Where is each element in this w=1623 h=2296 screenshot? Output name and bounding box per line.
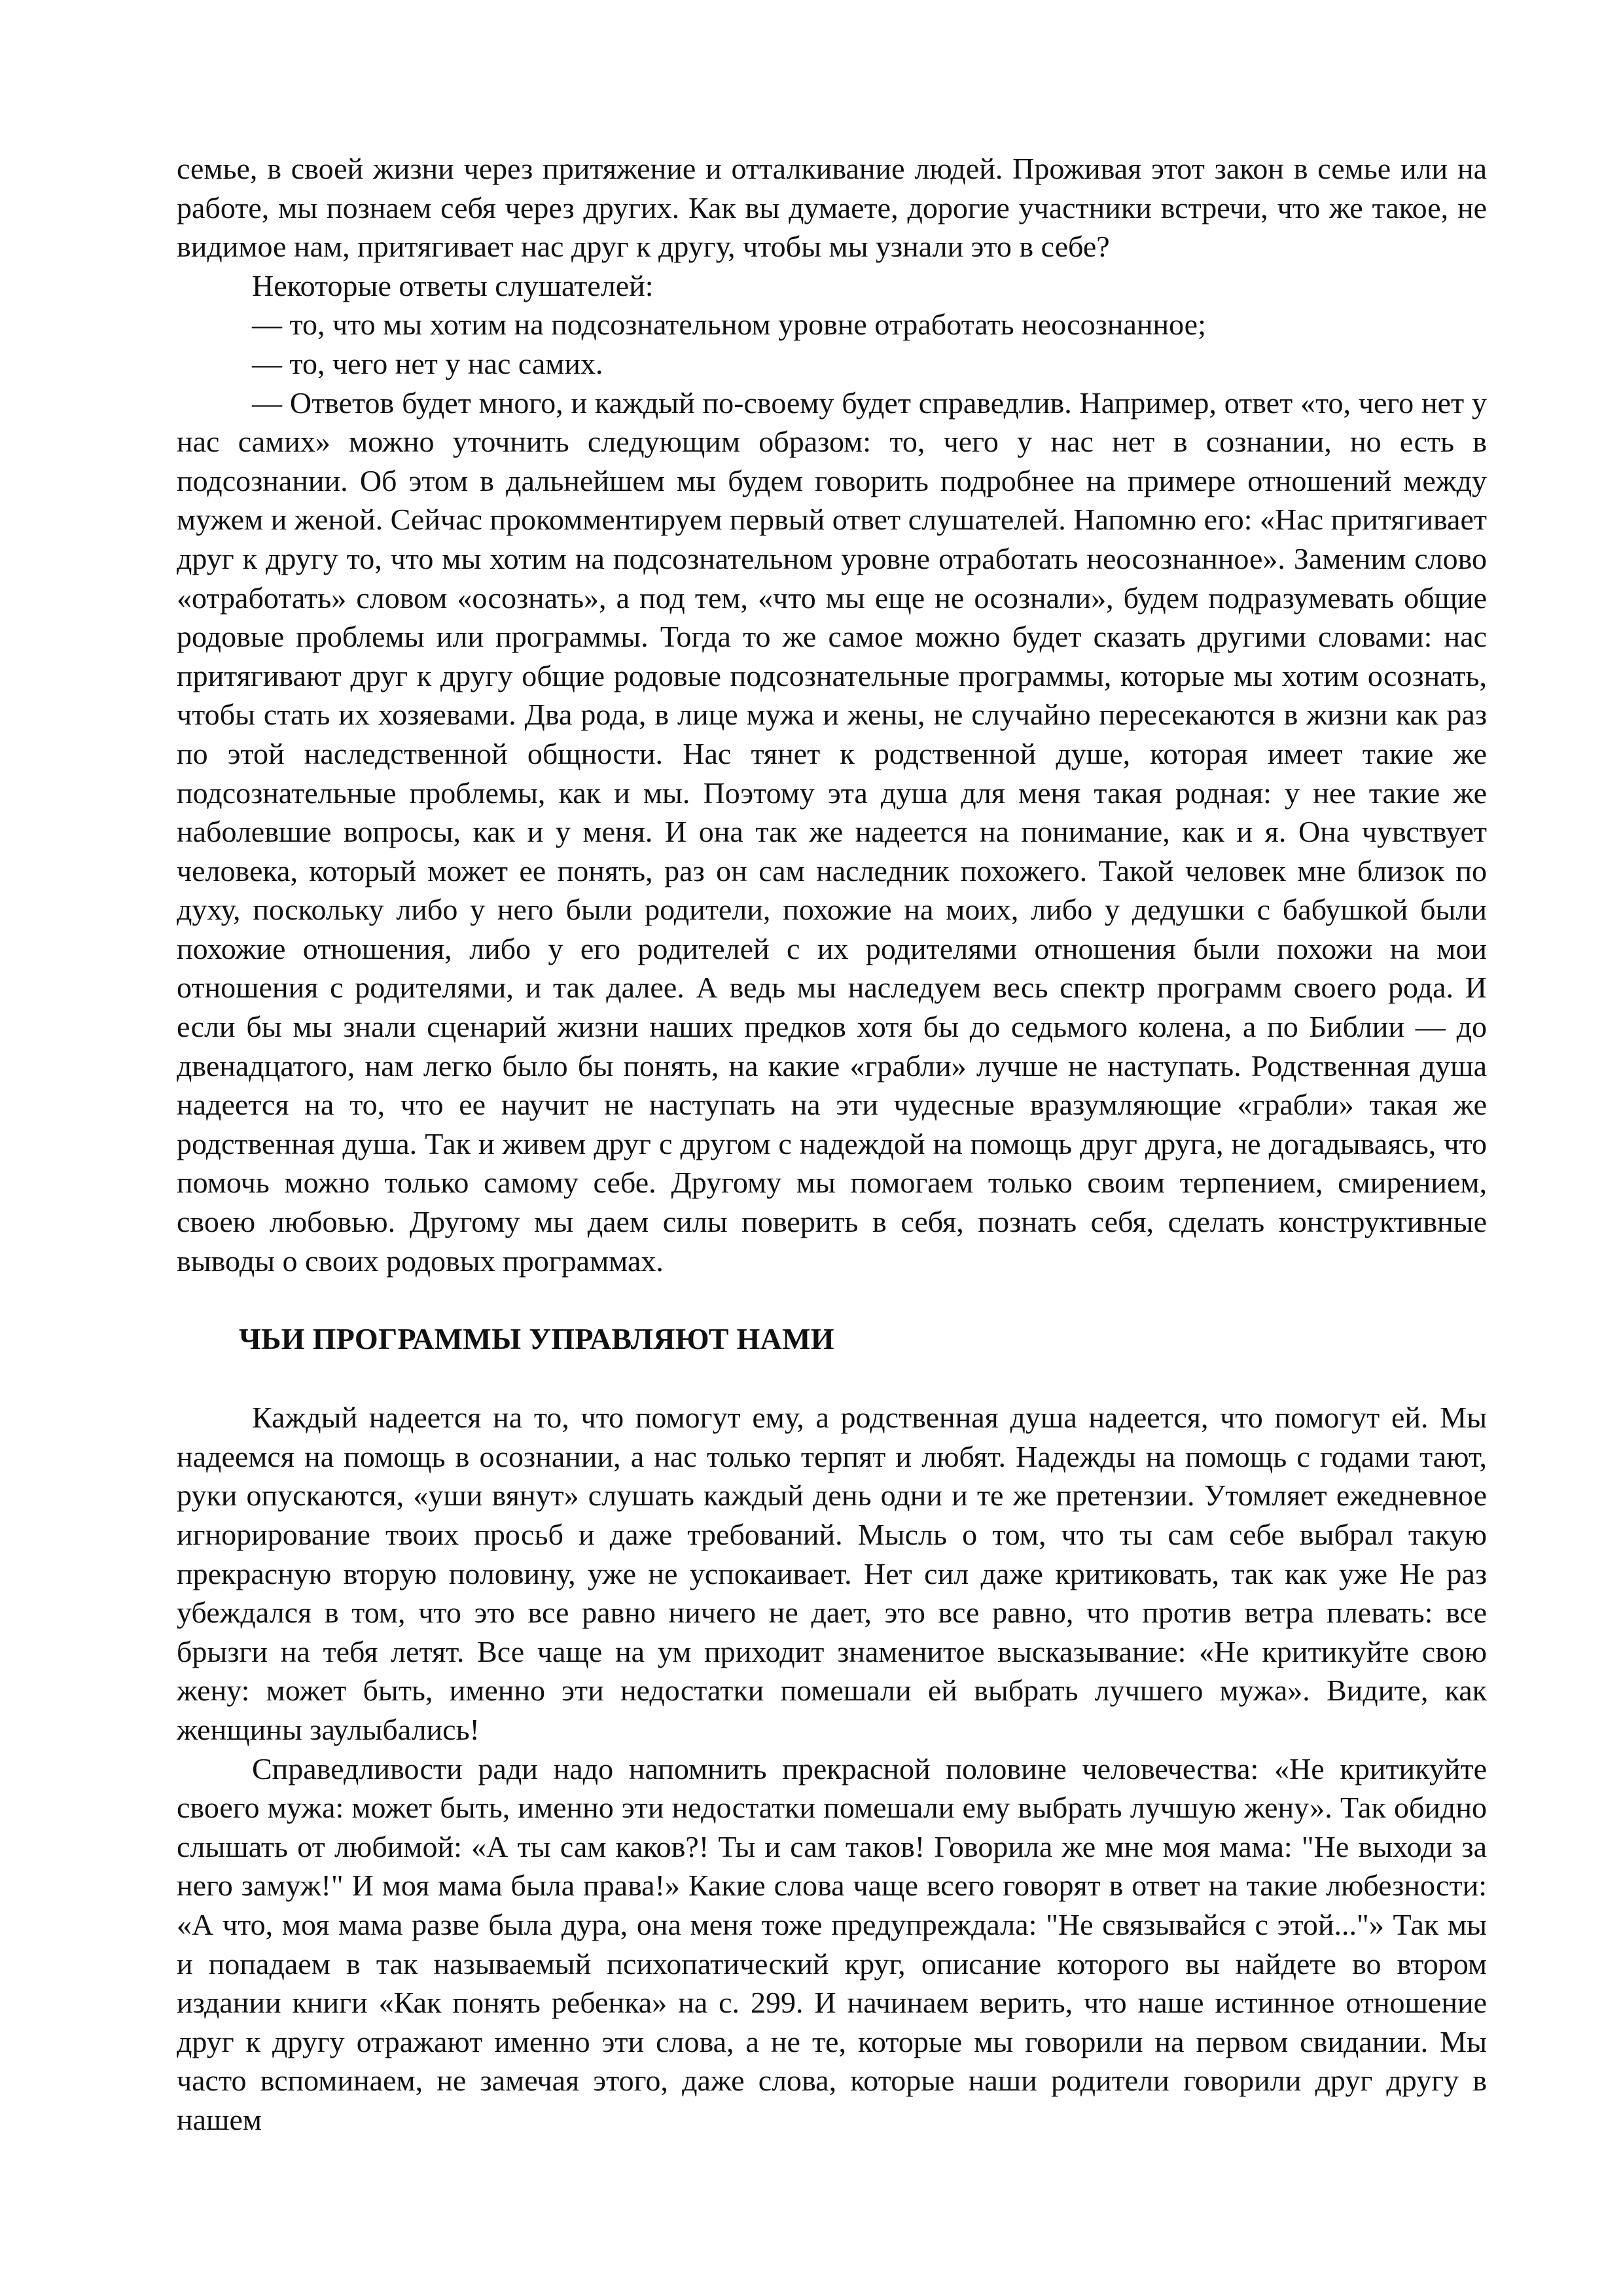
body-paragraph: семье, в своей жизни через притяжение и отталкивание людей. Проживая этот закон в семье или на работе, мы познаем себя через других. Как вы думаете, дорогие участники встречи, что же такое, не видимое нам, притягивает нас друг к другу, чтобы мы узнали это в себе? (177, 152, 1487, 264)
document-page (177, 149, 1487, 2140)
section-heading: ЧЬИ ПРОГРАММЫ УПРАВЛЯЮТ НАМИ (239, 1322, 834, 1356)
body-paragraph: Справедливости ради надо напомнить прекрасной половине человечества: «Не критикуйте своего мужа: может быть, именно эти недостатки помешали ему выбрать лучшую жену». Так обидно слышать от любимой: «А ты сам каков?! Ты и сам таков! Говорила же мне моя мама: "Не выходи за него замуж!" И моя мама была права!» Какие слова чаще всего говорят в ответ на такие любезности: «А что, моя мама разве была дура, она меня тоже предупреждала: "Не связывайся с этой..."» Так мы и попадаем в так называемый психопатический круг, описание которого вы найдете во втором издании книги «Как понять ребенка» на с. 299. И начинаем верить, что наше истинное отношение друг к другу отражают именно эти слова, а не те, которые мы говорили на первом свидании. Мы часто вспоминаем, не замечая этого, даже слова, которые наши родители говорили друг другу в нашем (177, 1751, 1487, 2136)
answer-item: — то, что мы хотим на подсознательном уровне отработать неосознанное; (252, 308, 1206, 342)
body-paragraph: Некоторые ответы слушателей: (252, 268, 654, 302)
answer-item: — то, чего нет у нас самих. (252, 346, 603, 380)
body-paragraph: Каждый надеется на то, что помогут ему, а родственная душа надеется, что помогут ей. Мы надеемся на помощь в осознании, а нас только терпят и любят. Надежды на помощь с годами тают, руки опускаются, «уши вянут» слушать каждый день одни и те же претензии. Утомляет ежедневное игнорирование твоих просьб и даже требований. Мысль о том, что ты сам себе выбрал такую прекрасную вторую половину, уже не успокаивает. Нет сил даже критиковать, так как уже Не раз убеждался в том, что это все равно ничего не дает, это все равно, что против ветра плевать: все брызги на тебя летят. Все чаще на ум приходит знаменитое высказывание: «Не критикуйте свою жену: может быть, именно эти недостатки помешали ей выбрать лучшего мужа». Видите, как женщины заулыбались! (177, 1401, 1487, 1746)
body-paragraph: — Ответов будет много, и каждый по-своему будет справедлив. Например, ответ «то, чего нет у нас самих» можно уточнить следующим образом: то, чего у нас нет в сознании, но есть в подсознании. Об этом в дальнейшем мы будем говорить подробнее на примере отношений между мужем и женой. Сейчас прокомментируем первый ответ слушателей. Напомню его: «Нас притягивает друг к другу то, что мы хотим на подсознательном уровне отработать неосознанное». Заменим слово «отработать» словом «осознать», а под тем, «что мы еще не осознали», будем подразумевать общие родовые проблемы или программы. Тогда то же самое можно будет сказать другими словами: нас притягивают друг к другу общие родовые подсознательные программы, которые мы хотим осознать, чтобы стать их хозяевами. Два рода, в лице мужа и жены, не случайно пересекаются в жизни как раз по этой наследственной общности. Нас тянет к родственной душе, которая имеет такие же подсознательные проблемы, как и мы. Поэтому эта душа для меня такая родная: у нее такие же наболевшие вопросы, как и у меня. И она так же надеется на понимание, как и я. Она чувствует человека, который может ее понять, раз он сам наследник похожего. Такой человек мне близок по духу, поскольку либо у него были родители, похожие на моих, либо у дедушки с бабушкой были похожие отношения, либо у его родителей с их родителями отношения были похожи на мои отношения с родителями, и так далее. А ведь мы наследуем весь спектр программ своего рода. И если бы мы знали сценарий жизни наших предков хотя бы до седьмого колена, а по Библии — до двенадцатого, нам легко было бы понять, на какие «грабли» лучше не наступать. Родственная душа надеется на то, что ее научит не наступать на эти чудесные вразумляющие «грабли» такая же родственная душа. Так и живем друг с другом с надеждой на помощь друг друга, не догадываясь, что помочь можно только самому себе. Другому мы помогаем только своим терпением, смирением, своею любовью. Другому мы даем силы поверить в себя, познать себя, сделать конструктивные выводы о своих родовых программах. (177, 386, 1487, 1278)
